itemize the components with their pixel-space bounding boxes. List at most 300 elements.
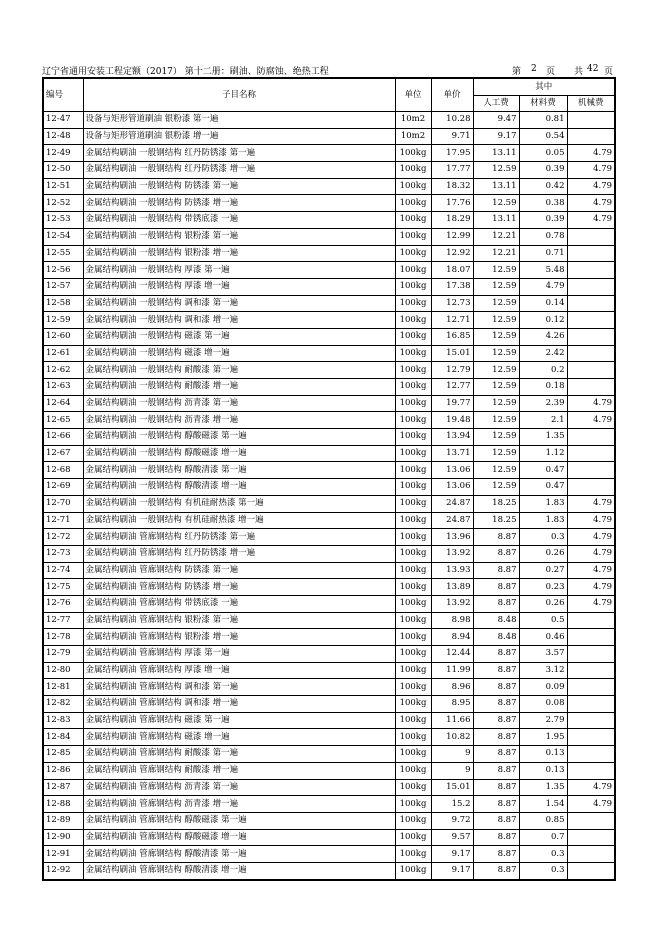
cell-labor: 13.11 — [473, 145, 519, 162]
cell-price: 18.07 — [431, 262, 473, 279]
cell-unit: 100kg — [395, 862, 431, 879]
cell-labor: 8.87 — [473, 595, 519, 612]
cell-unit: 100kg — [395, 662, 431, 679]
cell-unit: 100kg — [395, 228, 431, 245]
cell-unit: 100kg — [395, 629, 431, 646]
cell-code: 12-84 — [43, 729, 83, 746]
cell-name: 设备与矩形管道刷油 银粉漆 增一遍 — [83, 128, 395, 145]
cell-material: 0.3 — [519, 862, 567, 879]
table-row — [43, 379, 615, 396]
cell-price: 13.89 — [431, 579, 473, 596]
cell-price: 12.79 — [431, 362, 473, 379]
cell-code: 12-49 — [43, 145, 83, 162]
table-row — [43, 595, 615, 612]
cell-labor: 8.87 — [473, 646, 519, 663]
table-row — [43, 278, 615, 295]
table-row — [43, 178, 615, 195]
cell-material: 4.79 — [519, 278, 567, 295]
table-row — [43, 395, 615, 412]
cell-unit: 100kg — [395, 212, 431, 229]
cell-code: 12-48 — [43, 128, 83, 145]
cell-price: 15.2 — [431, 796, 473, 813]
cell-price: 12.99 — [431, 228, 473, 245]
cell-labor: 12.59 — [473, 162, 519, 179]
cell-name: 金属结构刷油 管廊钢结构 银粉漆 第一遍 — [83, 612, 395, 629]
cell-name: 金属结构刷油 管廊钢结构 醇酸磁漆 增一遍 — [83, 829, 395, 846]
cell-machine: 4.79 — [567, 412, 615, 429]
quota-table — [42, 77, 616, 881]
cell-labor: 8.87 — [473, 712, 519, 729]
cell-code: 12-64 — [43, 395, 83, 412]
cell-material: 1.83 — [519, 512, 567, 529]
cell-labor: 8.48 — [473, 612, 519, 629]
cell-code: 12-53 — [43, 212, 83, 229]
cell-unit: 100kg — [395, 395, 431, 412]
cell-code: 12-75 — [43, 579, 83, 596]
table-row — [43, 328, 615, 345]
table-row — [43, 562, 615, 579]
cell-labor: 12.59 — [473, 345, 519, 362]
cell-labor: 12.59 — [473, 412, 519, 429]
cell-unit: 100kg — [395, 796, 431, 813]
cell-name: 金属结构刷油 一般钢结构 有机硅耐热漆 第一遍 — [83, 495, 395, 512]
cell-machine: 4.79 — [567, 796, 615, 813]
cell-machine: 4.79 — [567, 779, 615, 796]
cell-name: 金属结构刷油 一般钢结构 磁漆 增一遍 — [83, 345, 395, 362]
cell-name: 金属结构刷油 管廊钢结构 红丹防锈漆 增一遍 — [83, 545, 395, 562]
table-row — [43, 112, 615, 129]
table-row — [43, 345, 615, 362]
cell-material: 3.57 — [519, 646, 567, 663]
table-row — [43, 746, 615, 763]
table-row — [43, 812, 615, 829]
cell-unit: 100kg — [395, 245, 431, 262]
cell-machine: 4.79 — [567, 195, 615, 212]
cell-price: 12.92 — [431, 245, 473, 262]
cell-labor: 12.59 — [473, 278, 519, 295]
cell-unit: 100kg — [395, 429, 431, 446]
cell-labor: 8.87 — [473, 829, 519, 846]
cell-price: 9.71 — [431, 128, 473, 145]
cell-name: 金属结构刷油 一般钢结构 调和漆 增一遍 — [83, 312, 395, 329]
cell-material: 0.13 — [519, 762, 567, 779]
cell-price: 17.76 — [431, 195, 473, 212]
cell-material: 0.26 — [519, 595, 567, 612]
cell-price: 19.48 — [431, 412, 473, 429]
cell-code: 12-68 — [43, 462, 83, 479]
cell-price: 9 — [431, 762, 473, 779]
cell-machine — [567, 612, 615, 629]
cell-name: 金属结构刷油 管廊钢结构 醇酸清漆 第一遍 — [83, 846, 395, 863]
cell-code: 12-90 — [43, 829, 83, 846]
cell-code: 12-71 — [43, 512, 83, 529]
cell-labor: 8.48 — [473, 629, 519, 646]
cell-labor: 13.11 — [473, 212, 519, 229]
cell-unit: 100kg — [395, 779, 431, 796]
cell-labor: 8.87 — [473, 662, 519, 679]
cell-labor: 12.21 — [473, 245, 519, 262]
cell-machine — [567, 662, 615, 679]
cell-code: 12-78 — [43, 629, 83, 646]
cell-name: 金属结构刷油 一般钢结构 醇酸磁漆 第一遍 — [83, 429, 395, 446]
cell-unit: 100kg — [395, 162, 431, 179]
cell-material: 0.09 — [519, 679, 567, 696]
cell-code: 12-76 — [43, 595, 83, 612]
cell-labor: 12.59 — [473, 312, 519, 329]
table-row — [43, 612, 615, 629]
cell-unit: 100kg — [395, 829, 431, 846]
cell-material: 0.38 — [519, 195, 567, 212]
table-row — [43, 646, 615, 663]
cell-machine — [567, 479, 615, 496]
cell-labor: 13.11 — [473, 178, 519, 195]
cell-material: 4.26 — [519, 328, 567, 345]
cell-machine — [567, 245, 615, 262]
cell-price: 9.72 — [431, 812, 473, 829]
cell-machine — [567, 345, 615, 362]
cell-price: 9.17 — [431, 862, 473, 879]
cell-name: 设备与矩形管道刷油 银粉漆 第一遍 — [83, 112, 395, 129]
table-row — [43, 629, 615, 646]
cell-material: 3.12 — [519, 662, 567, 679]
cell-unit: 100kg — [395, 746, 431, 763]
table-row — [43, 512, 615, 529]
page-header — [42, 64, 614, 76]
cell-code: 12-73 — [43, 545, 83, 562]
cell-code: 12-89 — [43, 812, 83, 829]
cell-price: 10.28 — [431, 112, 473, 129]
cell-name: 金属结构刷油 一般钢结构 沥青漆 第一遍 — [83, 395, 395, 412]
cell-machine — [567, 812, 615, 829]
cell-machine — [567, 228, 615, 245]
cell-code: 12-81 — [43, 679, 83, 696]
cell-machine — [567, 128, 615, 145]
cell-unit: 100kg — [395, 545, 431, 562]
cell-code: 12-77 — [43, 612, 83, 629]
cell-labor: 8.87 — [473, 812, 519, 829]
cell-machine — [567, 762, 615, 779]
cell-name: 金属结构刷油 一般钢结构 银粉漆 第一遍 — [83, 228, 395, 245]
cell-machine — [567, 445, 615, 462]
col-header-machine: 机械费 — [567, 96, 615, 112]
cell-code: 12-87 — [43, 779, 83, 796]
cell-code: 12-56 — [43, 262, 83, 279]
cell-machine — [567, 646, 615, 663]
table-row — [43, 545, 615, 562]
cell-material: 0.3 — [519, 529, 567, 546]
cell-price: 17.38 — [431, 278, 473, 295]
page-suffix: 页 — [546, 67, 556, 77]
cell-material: 2.42 — [519, 345, 567, 362]
cell-code: 12-54 — [43, 228, 83, 245]
cell-machine — [567, 462, 615, 479]
table-row — [43, 696, 615, 713]
col-header-code: 编号 — [43, 78, 83, 112]
table-row — [43, 662, 615, 679]
cell-labor: 12.59 — [473, 379, 519, 396]
table-row — [43, 729, 615, 746]
table-row — [43, 262, 615, 279]
cell-labor: 8.87 — [473, 846, 519, 863]
cell-price: 10.82 — [431, 729, 473, 746]
table-row — [43, 245, 615, 262]
cell-unit: 100kg — [395, 846, 431, 863]
cell-name: 金属结构刷油 管廊钢结构 防锈漆 增一遍 — [83, 579, 395, 596]
table-row — [43, 445, 615, 462]
cell-material: 2.39 — [519, 395, 567, 412]
cell-machine: 4.79 — [567, 495, 615, 512]
cell-code: 12-74 — [43, 562, 83, 579]
cell-unit: 100kg — [395, 712, 431, 729]
cell-material: 0.47 — [519, 462, 567, 479]
table-row — [43, 128, 615, 145]
cell-machine: 4.79 — [567, 145, 615, 162]
cell-unit: 100kg — [395, 729, 431, 746]
cell-machine — [567, 362, 615, 379]
table-row — [43, 796, 615, 813]
cell-machine — [567, 278, 615, 295]
cell-price: 11.66 — [431, 712, 473, 729]
cell-labor: 8.87 — [473, 679, 519, 696]
cell-name: 金属结构刷油 管廊钢结构 厚漆 增一遍 — [83, 662, 395, 679]
cell-name: 金属结构刷油 管廊钢结构 调和漆 第一遍 — [83, 679, 395, 696]
cell-code: 12-79 — [43, 646, 83, 663]
cell-name: 金属结构刷油 管廊钢结构 醇酸磁漆 第一遍 — [83, 812, 395, 829]
col-header-group: 其中 — [473, 78, 615, 96]
cell-unit: 100kg — [395, 379, 431, 396]
cell-name: 金属结构刷油 管廊钢结构 银粉漆 增一遍 — [83, 629, 395, 646]
cell-labor: 9.17 — [473, 128, 519, 145]
cell-code: 12-66 — [43, 429, 83, 446]
cell-unit: 100kg — [395, 195, 431, 212]
cell-machine — [567, 829, 615, 846]
cell-unit: 100kg — [395, 445, 431, 462]
cell-material: 0.39 — [519, 212, 567, 229]
cell-price: 8.98 — [431, 612, 473, 629]
cell-price: 16.85 — [431, 328, 473, 345]
cell-labor: 8.87 — [473, 762, 519, 779]
cell-name: 金属结构刷油 一般钢结构 磁漆 第一遍 — [83, 328, 395, 345]
cell-material: 0.7 — [519, 829, 567, 846]
cell-name: 金属结构刷油 一般钢结构 红丹防锈漆 第一遍 — [83, 145, 395, 162]
cell-material: 2.1 — [519, 412, 567, 429]
table-row — [43, 495, 615, 512]
cell-unit: 100kg — [395, 762, 431, 779]
cell-unit: 100kg — [395, 362, 431, 379]
table-row — [43, 579, 615, 596]
cell-name: 金属结构刷油 一般钢结构 醇酸磁漆 增一遍 — [83, 445, 395, 462]
cell-code: 12-91 — [43, 846, 83, 863]
cell-unit: 100kg — [395, 595, 431, 612]
table-row — [43, 712, 615, 729]
cell-unit: 100kg — [395, 696, 431, 713]
cell-machine — [567, 379, 615, 396]
cell-labor: 12.59 — [473, 429, 519, 446]
cell-name: 金属结构刷油 管廊钢结构 厚漆 第一遍 — [83, 646, 395, 663]
cell-code: 12-85 — [43, 746, 83, 763]
cell-material: 1.12 — [519, 445, 567, 462]
cell-machine: 4.79 — [567, 545, 615, 562]
cell-code: 12-63 — [43, 379, 83, 396]
cell-machine — [567, 312, 615, 329]
cell-material: 0.08 — [519, 696, 567, 713]
cell-unit: 100kg — [395, 262, 431, 279]
cell-name: 金属结构刷油 管廊钢结构 带锈底漆 一遍 — [83, 595, 395, 612]
cell-price: 8.96 — [431, 679, 473, 696]
cell-material: 0.54 — [519, 128, 567, 145]
table-row — [43, 479, 615, 496]
cell-material: 0.46 — [519, 629, 567, 646]
cell-machine — [567, 696, 615, 713]
cell-price: 12.73 — [431, 295, 473, 312]
cell-code: 12-58 — [43, 295, 83, 312]
cell-price: 9.57 — [431, 829, 473, 846]
cell-name: 金属结构刷油 一般钢结构 红丹防锈漆 增一遍 — [83, 162, 395, 179]
cell-code: 12-60 — [43, 328, 83, 345]
cell-labor: 12.21 — [473, 228, 519, 245]
cell-machine — [567, 262, 615, 279]
cell-material: 0.42 — [519, 178, 567, 195]
cell-price: 13.94 — [431, 429, 473, 446]
table-header-row — [43, 78, 615, 96]
cell-material: 0.26 — [519, 545, 567, 562]
cell-name: 金属结构刷油 管廊钢结构 磁漆 增一遍 — [83, 729, 395, 746]
cell-code: 12-83 — [43, 712, 83, 729]
cell-name: 金属结构刷油 管廊钢结构 红丹防锈漆 第一遍 — [83, 529, 395, 546]
cell-name: 金属结构刷油 一般钢结构 厚漆 第一遍 — [83, 262, 395, 279]
table-row — [43, 779, 615, 796]
cell-price: 15.01 — [431, 345, 473, 362]
cell-material: 1.95 — [519, 729, 567, 746]
cell-code: 12-55 — [43, 245, 83, 262]
cell-price: 12.71 — [431, 312, 473, 329]
page-number: 2 — [531, 64, 537, 74]
cell-machine: 4.79 — [567, 579, 615, 596]
cell-material: 0.18 — [519, 379, 567, 396]
cell-price: 13.96 — [431, 529, 473, 546]
cell-price: 11.99 — [431, 662, 473, 679]
cell-labor: 12.59 — [473, 462, 519, 479]
cell-code: 12-92 — [43, 862, 83, 879]
cell-machine — [567, 629, 615, 646]
cell-material: 0.71 — [519, 245, 567, 262]
cell-unit: 100kg — [395, 579, 431, 596]
cell-unit: 10m2 — [395, 128, 431, 145]
col-header-price: 单价 — [431, 78, 473, 112]
cell-machine: 4.79 — [567, 562, 615, 579]
col-header-labor: 人工费 — [473, 96, 519, 112]
cell-unit: 100kg — [395, 479, 431, 496]
cell-material: 0.14 — [519, 295, 567, 312]
cell-code: 12-70 — [43, 495, 83, 512]
cell-unit: 100kg — [395, 312, 431, 329]
cell-name: 金属结构刷油 一般钢结构 有机硅耐热漆 增一遍 — [83, 512, 395, 529]
cell-name: 金属结构刷油 一般钢结构 调和漆 第一遍 — [83, 295, 395, 312]
total-prefix: 共 — [574, 67, 584, 77]
cell-code: 12-88 — [43, 796, 83, 813]
cell-name: 金属结构刷油 一般钢结构 醇酸清漆 第一遍 — [83, 462, 395, 479]
table-row — [43, 195, 615, 212]
cell-unit: 100kg — [395, 612, 431, 629]
cell-name: 金属结构刷油 一般钢结构 耐酸漆 增一遍 — [83, 379, 395, 396]
cell-labor: 8.87 — [473, 579, 519, 596]
cell-unit: 100kg — [395, 812, 431, 829]
cell-labor: 8.87 — [473, 779, 519, 796]
cell-price: 13.92 — [431, 545, 473, 562]
cell-name: 金属结构刷油 一般钢结构 防锈漆 第一遍 — [83, 178, 395, 195]
cell-material: 0.47 — [519, 479, 567, 496]
cell-name: 金属结构刷油 一般钢结构 带锈底漆 一遍 — [83, 212, 395, 229]
cell-code: 12-82 — [43, 696, 83, 713]
cell-price: 13.93 — [431, 562, 473, 579]
cell-price: 12.44 — [431, 646, 473, 663]
cell-price: 24.87 — [431, 512, 473, 529]
cell-machine — [567, 429, 615, 446]
cell-labor: 18.25 — [473, 495, 519, 512]
cell-code: 12-52 — [43, 195, 83, 212]
cell-code: 12-65 — [43, 412, 83, 429]
cell-material: 5.48 — [519, 262, 567, 279]
cell-code: 12-67 — [43, 445, 83, 462]
cell-unit: 100kg — [395, 646, 431, 663]
cell-machine — [567, 746, 615, 763]
cell-unit: 100kg — [395, 145, 431, 162]
cell-labor: 8.87 — [473, 746, 519, 763]
cell-price: 9 — [431, 746, 473, 763]
cell-machine — [567, 729, 615, 746]
cell-name: 金属结构刷油 管廊钢结构 磁漆 第一遍 — [83, 712, 395, 729]
cell-machine — [567, 112, 615, 129]
cell-unit: 100kg — [395, 562, 431, 579]
cell-price: 13.92 — [431, 595, 473, 612]
cell-name: 金属结构刷油 一般钢结构 银粉漆 增一遍 — [83, 245, 395, 262]
cell-machine: 4.79 — [567, 212, 615, 229]
cell-labor: 12.59 — [473, 395, 519, 412]
cell-price: 18.29 — [431, 212, 473, 229]
cell-labor: 9.47 — [473, 112, 519, 129]
table-row — [43, 762, 615, 779]
table-row — [43, 412, 615, 429]
cell-material: 0.12 — [519, 312, 567, 329]
cell-material: 0.39 — [519, 162, 567, 179]
cell-price: 9.17 — [431, 846, 473, 863]
cell-price: 19.77 — [431, 395, 473, 412]
cell-name: 金属结构刷油 管廊钢结构 醇酸清漆 增一遍 — [83, 862, 395, 879]
cell-labor: 12.59 — [473, 262, 519, 279]
cell-name: 金属结构刷油 管廊钢结构 沥青漆 第一遍 — [83, 779, 395, 796]
cell-machine — [567, 679, 615, 696]
cell-labor: 8.87 — [473, 796, 519, 813]
cell-machine — [567, 862, 615, 879]
table-row — [43, 429, 615, 446]
cell-machine — [567, 328, 615, 345]
cell-material: 0.81 — [519, 112, 567, 129]
cell-unit: 100kg — [395, 679, 431, 696]
cell-price: 13.06 — [431, 479, 473, 496]
table-row — [43, 212, 615, 229]
cell-machine: 4.79 — [567, 529, 615, 546]
cell-unit: 100kg — [395, 178, 431, 195]
table-row — [43, 529, 615, 546]
cell-labor: 8.87 — [473, 729, 519, 746]
cell-price: 8.94 — [431, 629, 473, 646]
cell-price: 15.01 — [431, 779, 473, 796]
cell-price: 13.71 — [431, 445, 473, 462]
table-row — [43, 846, 615, 863]
cell-material: 1.35 — [519, 779, 567, 796]
cell-price: 12.77 — [431, 379, 473, 396]
table-row — [43, 829, 615, 846]
